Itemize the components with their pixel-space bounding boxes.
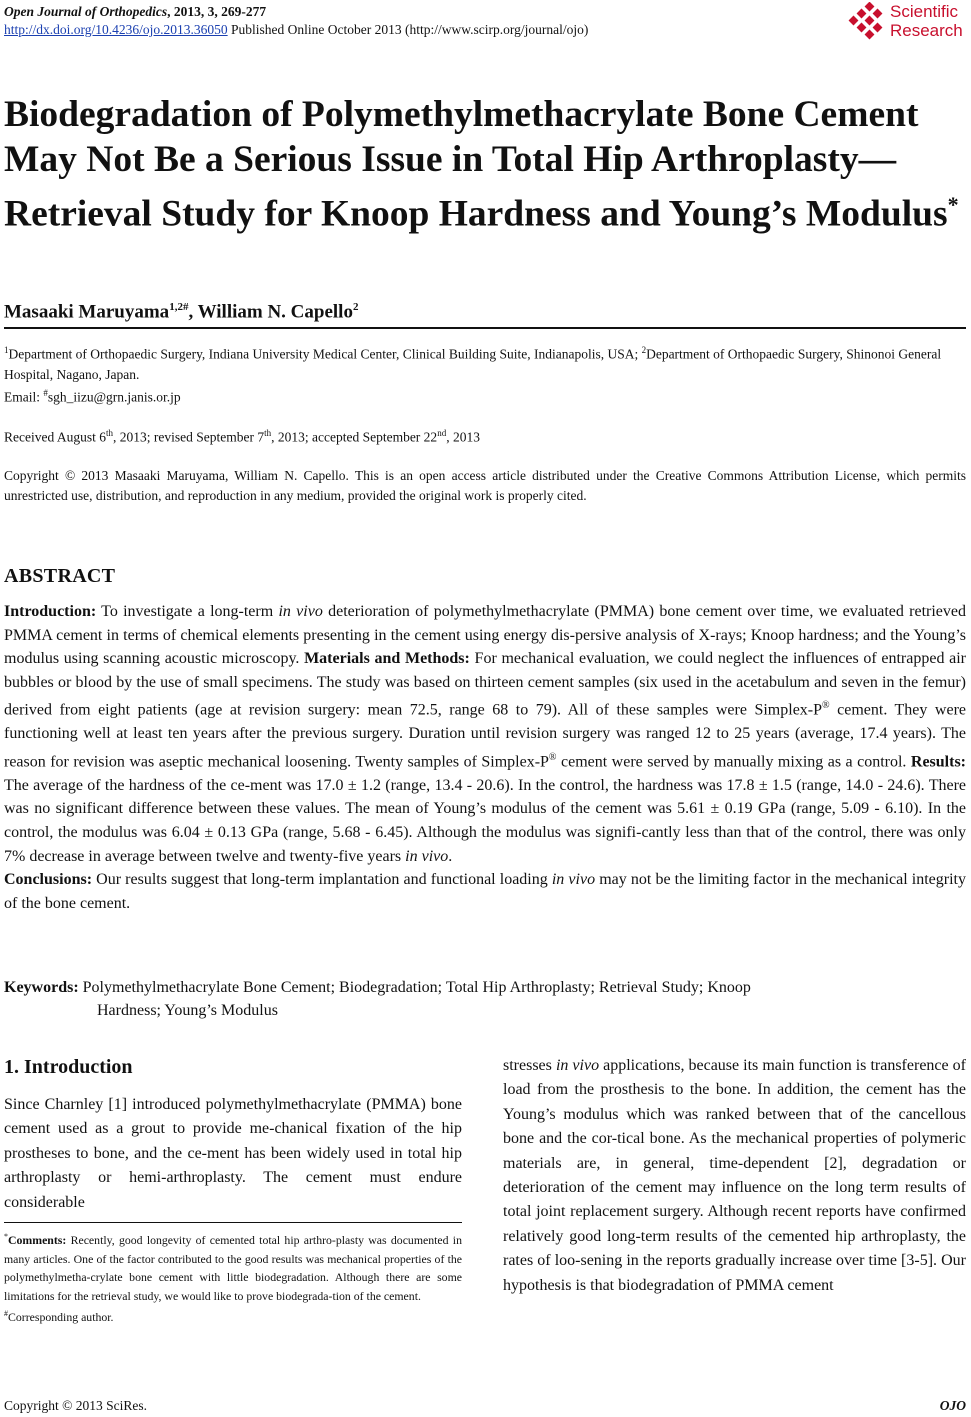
ordinal-suffix: th [264,428,272,438]
abstract-italic: in vivo [278,603,323,620]
doi-link[interactable]: http://dx.doi.org/10.4236/ojo.2013.36050 [4,22,228,37]
abstract-italic: in vivo [551,871,596,889]
received-date: Received August 6 [4,429,106,445]
abstract-text: For mechanical evaluation, we could neglect the influences of entrapped air bubbles or blood by the use of small specimens. The study was based on thirteen cement samples (six used in the acetabulum and seven in the femur) derived from eight patients (age at revision surgery: mean 72.5, range 68 to 79). All of these samples were Simplex-P [4,650,967,719]
section-heading-introduction: 1. Introduction [4,1056,133,1078]
abstract-text: cement. They were functioning well at least ten years after the previous surgery. Duration until revision surgery was ranged 12 to 25 years (average, 17.4 years). The reason for revision was aseptic mechanical loosening. Twenty samples of Simplex-P [4,701,966,771]
ordinal-suffix: th [105,428,113,438]
email-address[interactable]: sgh_iizu@grn.janis.or.jp [47,389,181,405]
affiliation-mark: 1 [4,345,9,355]
title-footnote-mark: * [947,192,959,217]
scirp-logo-icon [848,2,888,42]
journal-citation [4,4,266,20]
keywords-line-1 [4,976,966,999]
publisher-logo [848,2,968,44]
footnote-label: Comments: [8,1232,67,1247]
footnote-text: Corresponding author. [8,1310,114,1325]
abstract-heading: ABSTRACT [4,565,116,587]
author-separator: , [188,301,198,323]
author-affiliation-mark: 1,2# [169,301,189,313]
email-label: Email: [4,389,44,405]
ordinal-suffix: nd [437,428,447,438]
abstract-text: cement were served by manually mixing as a control. [556,753,911,771]
intro-paragraph-right [503,1054,966,1298]
abstract-methods-label: Materials and Methods: [304,650,470,668]
abstract-text: deterioration of polymethylmethacrylate (PMMA) bone cement over time, we evaluated retrieved PMMA cement in terms of chemical elements presenting in the cement using energy dis-persive analysis of X-rays; Knoop hardness; and the Young’s modulus using scanning acoustic microscopy. [4,603,967,668]
publisher-logo-text [890,2,963,40]
header-divider [4,327,966,329]
published-online: Published Online October 2013 (http://www.scirp.org/journal/ojo) [227,22,589,37]
keywords-label: Keywords: [4,979,79,996]
comment-footnote [4,1228,462,1305]
logo-line-2: Research [890,21,963,40]
footer-copyright: Copyright © 2013 SciRes. [4,1398,148,1413]
keywords [4,976,966,1022]
body-italic: in vivo [555,1057,600,1074]
abstract-text: may not be the limiting factor in the mechanical integrity of the bone cement. [4,871,966,912]
abstract-conclusions-label: Conclusions: [4,871,93,889]
footnote-mark: # [4,1309,8,1319]
abstract-text: The average of the hardness of the ce-ment was 17.0 ± 1.2 (range, 13.4 - 20.6). In the control, the hardness was 17.8 ± 1.5 (range, 14.0 - 24.6). There was no significant difference between these values. The mean of Young’s modulus of the cement was 5.61 ± 0.19 GPa (range, 5.09 - 6.10). In the control, the modulus was 6.04 ± 0.13 GPa (range, 5.68 - 6.45). Although the modulus was signifi-cantly less than that of the control, there was only 7% decrease in average between twelve and twenty-five years [4,776,966,865]
abstract-intro-label: Introduction: [4,603,97,620]
article-title-text: Biodegradation of Polymethylmethacrylate Bone Cement May Not Be a Serious Issue in Total Hip Arthroplasty—Retrieval Study for Knoop Hardness and Young’s Modulus [4,94,948,235]
email-mark: # [43,388,48,398]
footnote-mark: * [4,1232,8,1241]
email-line [4,383,966,408]
article-title [4,92,964,237]
logo-line-1: Scientific [890,2,959,21]
doi-line [4,22,588,38]
author-affiliation-mark: 2 [352,301,359,313]
body-text: stresses [503,1057,556,1074]
abstract-text: . [448,847,453,865]
registered-mark: ® [822,700,830,712]
intro-paragraph-left: Since Charnley [1] introduced polymethylmethacrylate (PMMA) bone cement used as a grout to provide me-chanical fixation of the hip prostheses to bone, and the ce-ment has been widely used in total hip arthroplasty or hemi-arthroplasty. The cement must endure considerable [4,1096,462,1211]
accepted-date: , 2013; accepted September 22 [271,429,438,445]
abstract-body [4,600,966,915]
affiliation-2: Department of Orthopaedic Surgery, Shinonoi General Hospital, Nagano, Japan. [4,346,942,382]
keywords-line-2: Hardness; Young’s Modulus [97,1002,278,1019]
abstract-italic: in vivo [405,847,449,865]
year: , 2013 [446,429,480,445]
affiliations [4,340,966,385]
author-list [4,301,358,323]
registered-mark: ® [548,751,557,763]
footnote-divider [4,1222,462,1223]
footer-journal-abbr: OJO [939,1398,966,1413]
abstract-text: Our results suggest that long-term implantation and functional loading [92,871,552,889]
journal-name: Open Journal of Orthopedics [4,4,168,19]
author-name: Masaaki Maruyama [4,301,170,323]
footnotes [4,1228,462,1327]
keywords-text: Polymethylmethacrylate Bone Cement; Biodegradation; Total Hip Arthroplasty; Retrieval Study; Knoop [78,979,751,996]
author-name: William N. Capello [197,301,353,323]
corresponding-footnote [4,1305,462,1327]
affiliation-1: Department of Orthopaedic Surgery, Indiana University Medical Center, Clinical Building Suite, Indianapolis, USA; [8,346,642,362]
affiliation-mark: 2 [641,345,647,355]
copyright-notice: Copyright © 2013 Masaaki Maruyama, William N. Capello. This is an open access article distributed under the Creative Commons Attribution License, which permits unrestricted use, distribution, and reproduction in any medium, provided the original work is properly cited. [4,468,966,503]
revised-date: , 2013; revised September 7 [113,429,265,445]
abstract-results-label: Results: [910,753,966,771]
journal-issue: , 2013, 3, 269-277 [167,4,267,19]
abstract-text: To investigate a long-term [96,603,279,620]
received-dates [4,423,966,448]
footnote-text: Recently, good longevity of cemented total hip arthro-plasty was documented in many articles. One of the factor contributed to the good results was mechanical properties of the polymethylmetha-crylate bone cement with little biodegradation. Although there are some limitations for the retrieval study, we would like to prove biodegrada-tion of the cement. [4,1232,462,1303]
body-text: applications, because its main function is transference of load from the prosthesis to the bone. In addition, the cement has the Young’s modulus which was ranked between that of the cancellous bone and the cor-tical bone. As the mechanical properties of polymeric materials are, in general, time-dependent [2], degradation or deterioration of the cement may influence on the long term results of total joint replacement surgery. Although recent reports have confirmed relatively good long-term results of the cemented hip arthroplasty, the rates of loo-sening in the reports gradually increase over time [3-5]. Our hypothesis is that biodegradation of PMMA cement [503,1057,966,1294]
